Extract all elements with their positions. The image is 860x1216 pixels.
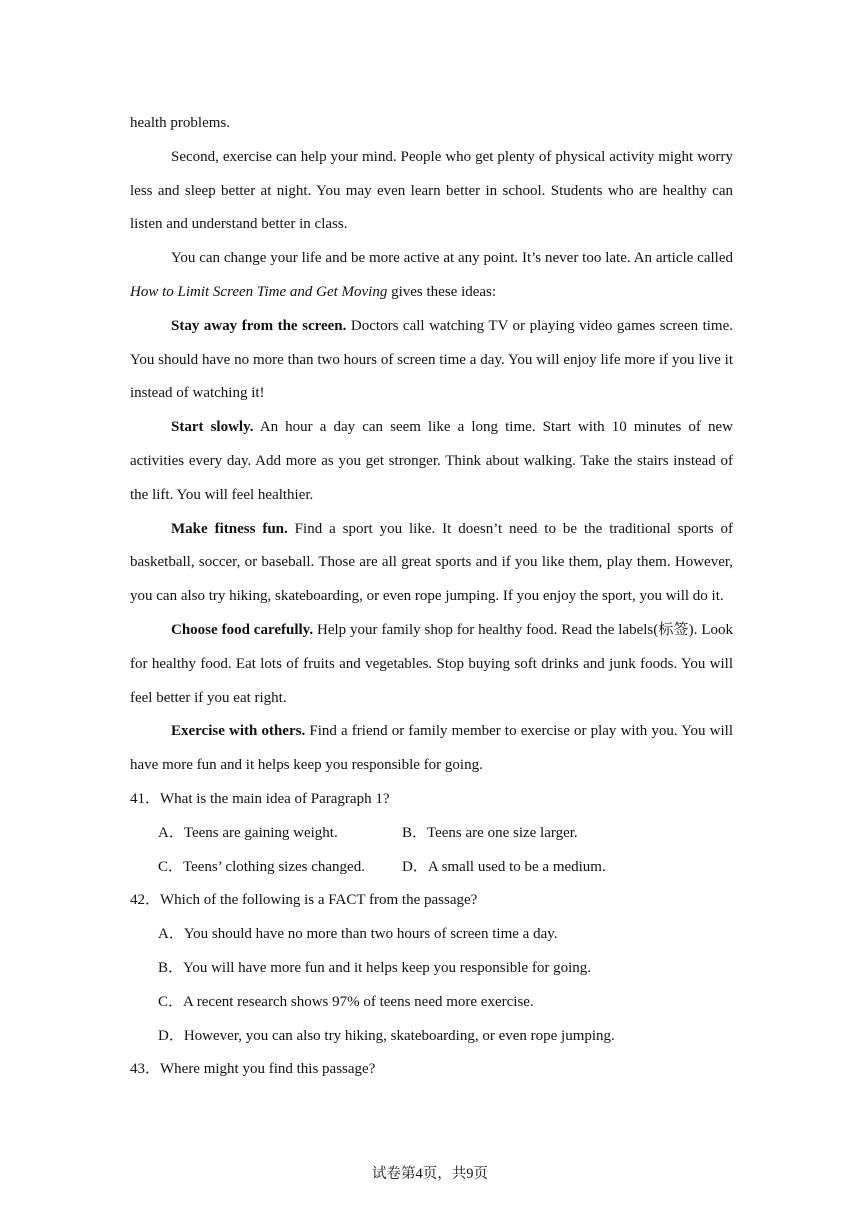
paragraph-fragment: health problems. [130, 115, 230, 131]
option-a[interactable]: A．Teens are gaining weight. [158, 824, 338, 841]
paragraph-second: Second, exercise can help your mind. People who get plenty of physical activity might worry less and sleep better at night. You may even learn better in school. Students who are healthy can listen and understand better in class. [130, 148, 733, 233]
intro-text-a: You can change your life and be more active at any point. It’s never too late. An article called [171, 250, 733, 267]
question-43-stem: 43．Where might you find this passage? [130, 1061, 376, 1078]
tip-body: Find a friend or family member to exercise or play with you. You will have more fun and it helps keep you responsible for going. [130, 723, 733, 774]
option-c[interactable]: C．A recent research shows 97% of teens need more exercise. [158, 993, 534, 1010]
question-41-options-row-1 [130, 817, 733, 851]
question-41-stem: 41．What is the main idea of Paragraph 1? [130, 790, 390, 807]
tip-heading: Exercise with others. [171, 723, 306, 740]
option-b[interactable]: B．You will have more fun and it helps keep you responsible for going. [158, 959, 592, 976]
tip-heading: Start slowly. [171, 419, 254, 436]
option-a[interactable]: A．You should have no more than two hours of screen time a day. [158, 926, 558, 943]
question-42-stem: 42．Which of the following is a FACT from the passage? [130, 892, 478, 909]
tip-heading: Choose food carefully. [171, 621, 314, 638]
option-c[interactable]: C．Teens’ clothing sizes changed. [158, 858, 365, 875]
tip-body: An hour a day can seem like a long time. Start with 10 minutes of new activities every day. Add more as you get stronger. Think about walking. Take the stairs instead of the lift. You will feel healthier. [130, 419, 733, 503]
tip-body: Doctors call watching TV or playing video games screen time. You should have no more than two hours of screen time a day. You will enjoy life more if you live it instead of watching it! [130, 317, 733, 402]
tip-heading: Stay away from the screen. [171, 317, 347, 334]
tip-food [130, 614, 733, 715]
tip-heading: Make fitness fun. [171, 520, 288, 537]
tip-fitness-fun [130, 513, 733, 614]
tip-others [130, 715, 733, 783]
paragraph-article-intro [130, 242, 733, 310]
tip-screen [130, 310, 733, 411]
page-footer: 试卷第4页，共9页 [372, 1166, 488, 1182]
article-title: How to Limit Screen Time and Get Moving [130, 283, 388, 300]
option-b[interactable]: B．Teens are one size larger. [402, 824, 578, 841]
page-content [130, 107, 733, 1087]
tip-start-slowly [130, 411, 733, 512]
option-d[interactable]: D．A small used to be a medium. [402, 858, 606, 875]
intro-text-b: gives these ideas: [387, 283, 497, 300]
question-41-options-row-2 [130, 851, 733, 885]
tip-body: Find a sport you like. It doesn’t need to be the traditional sports of basketball, soccer, or baseball. Those are all great sports and if you like them, play them. However, you can also try hiking, skateboarding, or even rope jumping. If you enjoy the sport, you will do it. [130, 520, 734, 605]
tip-body: Help your family shop for healthy food. Read the labels(标签). Look for healthy food. Eat lots of fruits and vegetables. Stop buying soft drinks and junk foods. You will feel better if you eat right. [130, 621, 733, 706]
option-d[interactable]: D．However, you can also try hiking, skateboarding, or even rope jumping. [158, 1027, 615, 1044]
